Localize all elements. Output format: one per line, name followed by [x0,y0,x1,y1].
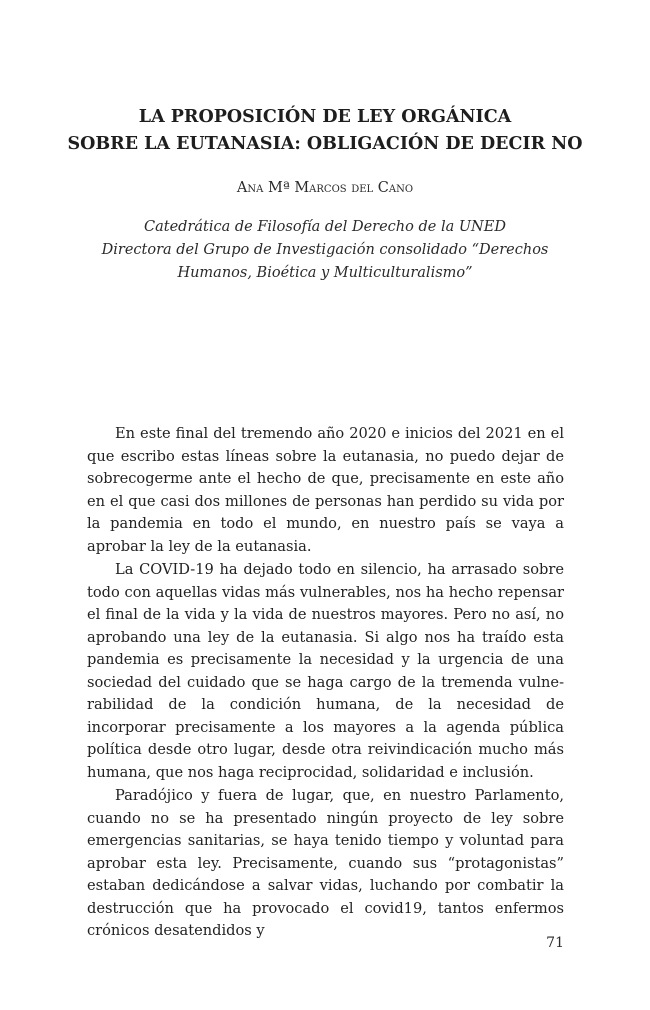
chapter-title [60,104,590,158]
affiliation-line-3: Humanos, Bioética y Multiculturalismo” [177,265,473,281]
paragraph: Paradójico y fuera de lugar, que, en nuestro Parlamento, cuando no se ha presentado ningún proyecto de ley sobre emergencias sanitarias, se haya tenido tiempo y voluntad para aprobar esta ley. Precisamente, cuando sus “protagonistas” estaban dedicándose a salvar vidas, luchando por combatir la destrucción que ha provocado el covid19, tantos enfermos crónicos desatendidos y [87,787,564,939]
chapter-title-line-2: SOBRE LA EUTANASIA: OBLIGACIÓN DE DECIR NO [67,134,583,154]
affiliation-line-2: Directora del Grupo de Investigación consolidado “Derechos [101,242,549,258]
body-text [87,423,564,944]
page-number: 71 [546,935,564,951]
author-name: Ana Mª Marcos del Cano [236,180,414,196]
author-affiliation [90,216,560,285]
paragraph: En este final del tremendo año 2020 e inicios del 2021 en el que escribo estas líneas sobre la eutanasia, no puedo dejar de sobrecogerme ante el hecho de que, precisamente en este año en el que casi dos millones de personas han perdido su vida por la pandemia en todo el mundo, en nuestro país se vaya a aprobar la ley de la eutanasia. [87,425,564,555]
chapter-title-line-1: LA PROPOSICIÓN DE LEY ORGÁNICA [138,107,512,127]
affiliation-line-1: Catedrática de Filosofía del Derecho de la UNED [144,219,506,235]
paragraph: La COVID-19 ha dejado todo en silencio, ha arrasado sobre todo con aquellas vidas más vulnerables, nos ha hecho repensar el final de la vida y la vida de nuestros mayores. Pero no así, no aprobando una ley de la eutanasia. Si algo nos ha traído esta pandemia es precisamente la necesidad y la urgencia de una sociedad del cuidado que se haga cargo de la tremenda vulnerabilidad de la condición humana, de la necesidad de incorporar precisamente a los mayores a la agenda pública política desde otro lugar, desde otra reivindicación mucho más humana, que nos haga reciprocidad, solidaridad e inclusión. [87,561,564,781]
